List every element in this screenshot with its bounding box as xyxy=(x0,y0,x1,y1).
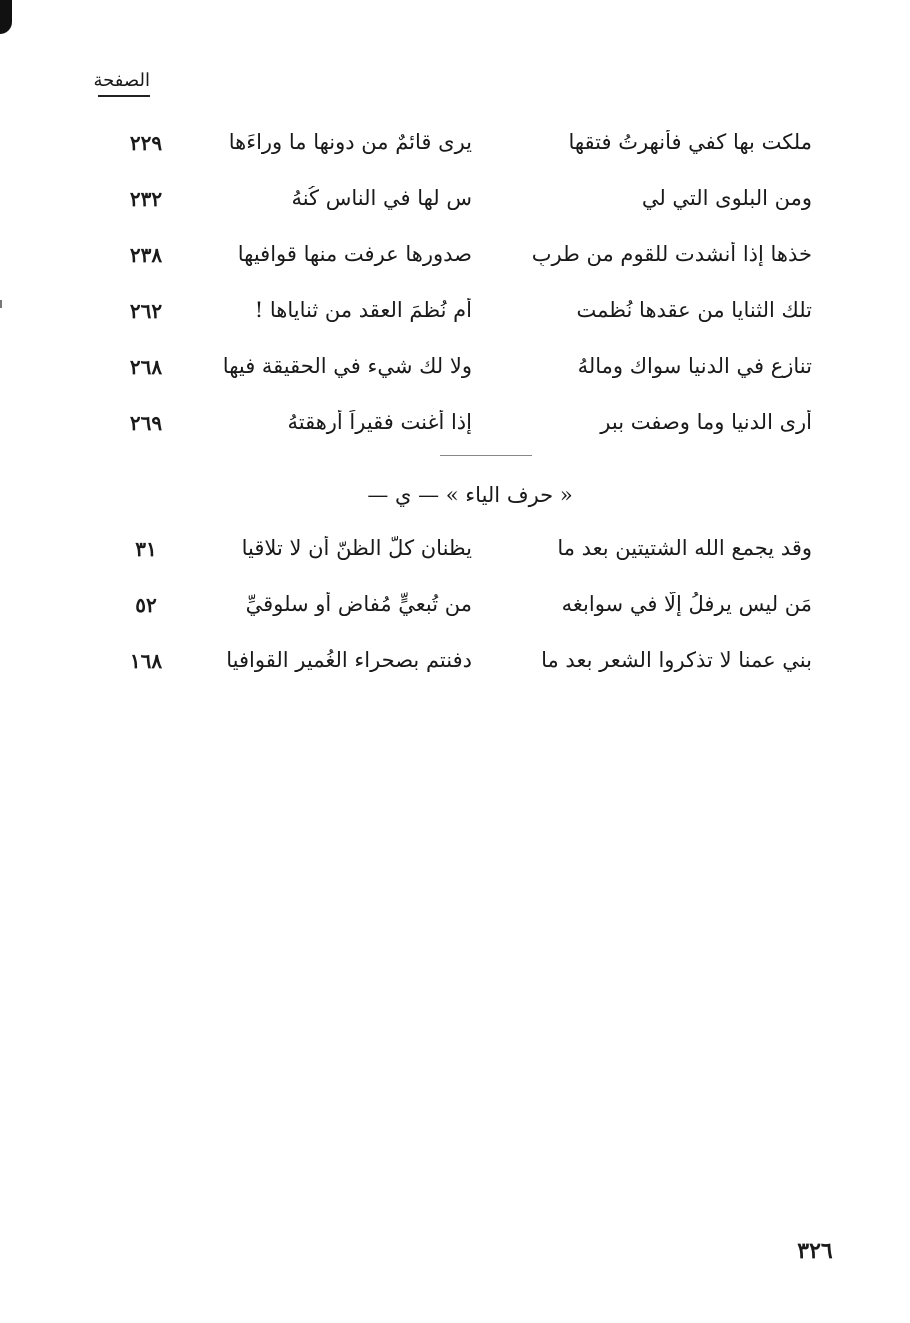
first-hemistich: مَن ليس يرفلُ إلّا في سوابغه xyxy=(561,592,812,616)
second-hemistich: أم نُظمَ العقد من ثناياها ! xyxy=(254,298,472,322)
page-reference: ٢٦٩ xyxy=(129,411,163,435)
verse-index-ya xyxy=(100,528,812,696)
second-hemistich: دفنتم بصحراء الغُمير القوافيا xyxy=(226,648,472,672)
verse-entry xyxy=(100,402,812,458)
second-hemistich: صدورها عرفت منها قوافيها xyxy=(237,242,472,266)
page-column-header-label: الصفحة xyxy=(93,70,150,91)
first-hemistich: تلك الثنايا من عقدها نُظمت xyxy=(576,298,812,322)
section-divider xyxy=(440,455,532,456)
first-hemistich: ومن البلوى التي لي xyxy=(641,186,812,210)
second-hemistich: س لها في الناس كُنهُ xyxy=(291,186,472,210)
verse-entry xyxy=(100,178,812,234)
second-hemistich: يرى قائمٌ من دونها ما وراءَها xyxy=(228,130,472,154)
verse-entry xyxy=(100,528,812,584)
page-number: ٣٢٦ xyxy=(797,1238,833,1264)
first-hemistich: ملكت بها كفي فأنهرتُ فتقها xyxy=(568,130,812,154)
verse-index-ra xyxy=(100,122,812,458)
page-reference: ٣١ xyxy=(135,537,157,561)
verse-entry xyxy=(100,234,812,290)
verse-entry xyxy=(100,290,812,346)
page-column-header xyxy=(93,70,150,97)
page-reference: ٢٦٢ xyxy=(129,299,163,323)
second-hemistich: من تُبعيٍّ مُفاض أو سلوقيِّ xyxy=(245,592,472,616)
page-reference: ٥٢ xyxy=(135,593,157,617)
page-corner-mark xyxy=(0,0,12,34)
page-reference: ٢٣٢ xyxy=(129,187,163,211)
verse-entry xyxy=(100,122,812,178)
page-reference: ٢٢٩ xyxy=(129,131,163,155)
page-reference: ٢٣٨ xyxy=(129,243,163,267)
second-hemistich: ولا لك شيء في الحقيقة فيها xyxy=(222,354,472,378)
verse-entry xyxy=(100,346,812,402)
section-heading-ya: « حرف الياء » — ي — xyxy=(367,483,573,507)
scan-speck xyxy=(0,300,2,308)
first-hemistich: وقد يجمع الله الشتيتين بعد ما xyxy=(557,536,812,560)
first-hemistich: أرى الدنيا وما وصفت ببر xyxy=(600,410,812,434)
second-hemistich: يظنان كلَّ الظنّ أن لا تلاقيا xyxy=(241,536,472,560)
verse-entry xyxy=(100,640,812,696)
page-reference: ٢٦٨ xyxy=(129,355,163,379)
page-reference: ١٦٨ xyxy=(129,649,163,673)
first-hemistich: بني عمنا لا تذكروا الشعر بعد ما xyxy=(541,648,812,672)
first-hemistich: خذها إذا أنشدت للقوم من طربٍ xyxy=(531,242,812,266)
verse-entry xyxy=(100,584,812,640)
header-underline xyxy=(98,95,150,97)
first-hemistich: تنازع في الدنيا سواك ومالهُ xyxy=(577,354,812,378)
second-hemistich: إذا أغنت فقيراً أرهقتهُ xyxy=(287,410,472,434)
